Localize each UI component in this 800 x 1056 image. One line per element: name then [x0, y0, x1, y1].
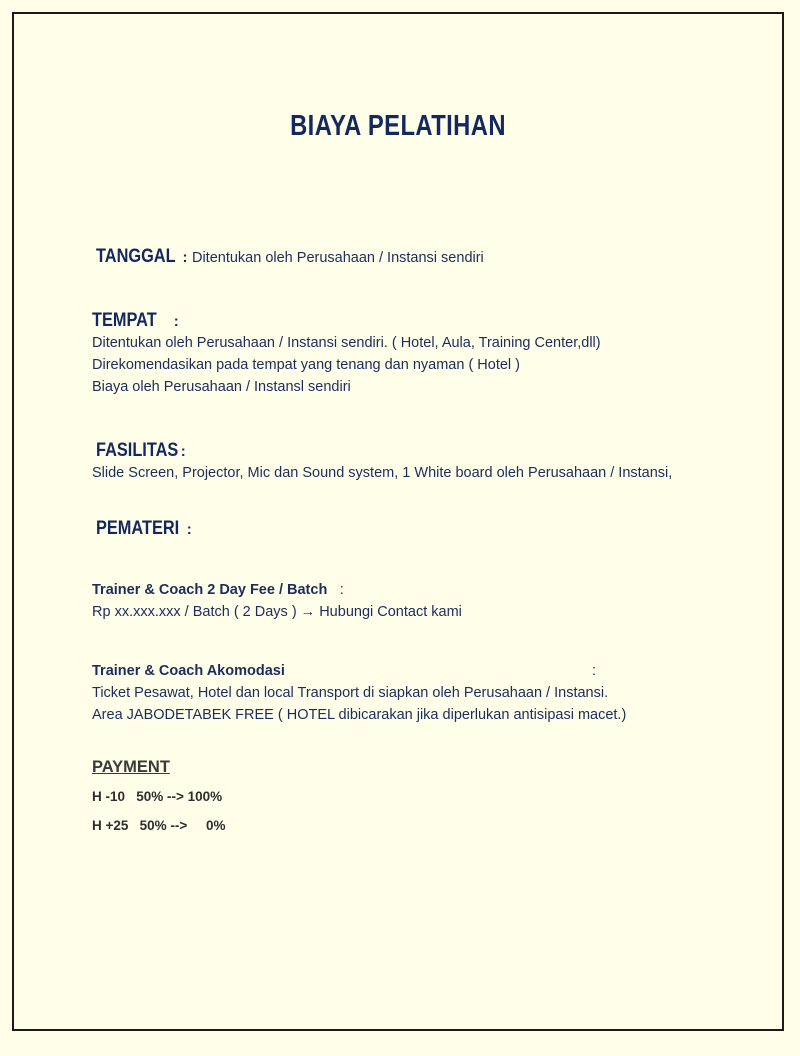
tempat-colon: :: [173, 313, 179, 330]
fasilitas-text: Slide Screen, Projector, Mic dan Sound system, 1 White board oleh Perusahaan / Instansi,: [92, 465, 673, 481]
akomodasi-section: [92, 660, 692, 726]
akomodasi-heading: Trainer & Coach Akomodasi: [92, 663, 285, 679]
payment-heading: PAYMENT: [92, 758, 170, 776]
tanggal-heading: TANGGAL: [96, 246, 176, 267]
fee-colon: :: [339, 582, 344, 598]
page-title: BIAYA PELATIHAN: [290, 110, 506, 142]
tanggal-text: Ditentukan oleh Perusahaan / Instansi sendiri: [191, 250, 484, 266]
tanggal-colon: :: [182, 249, 188, 266]
tempat-heading: TEMPAT: [92, 310, 157, 331]
fasilitas-heading: FASILITAS: [96, 440, 179, 461]
pemateri-colon: :: [186, 521, 192, 538]
tanggal-section: [96, 246, 484, 269]
tempat-line-3: Biaya oleh Perusahaan / Instansl sendiri: [92, 379, 351, 395]
fee-section: [92, 579, 462, 623]
payment-row-2: H +25 50% --> 0%: [92, 818, 226, 833]
document-page: [12, 12, 784, 1031]
tempat-line-1: Ditentukan oleh Perusahaan / Instansi sendiri. ( Hotel, Aula, Training Center,dll): [92, 335, 601, 351]
akomodasi-line-1: Ticket Pesawat, Hotel dan local Transport di siapkan oleh Perusahaan / Instansi.: [92, 685, 609, 701]
fee-heading: Trainer & Coach 2 Day Fee / Batch: [92, 582, 328, 598]
fasilitas-colon: :: [180, 443, 186, 460]
fasilitas-section: [92, 440, 672, 484]
akomodasi-line-2: Area JABODETABEK FREE ( HOTEL dibicarakan jika diperlukan antisipasi macet.): [92, 707, 627, 723]
pemateri-section: [96, 518, 193, 540]
akomodasi-colon: :: [592, 663, 597, 679]
tempat-line-2: Direkomendasikan pada tempat yang tenang dan nyaman ( Hotel ): [92, 357, 521, 373]
pemateri-heading: PEMATERI: [96, 518, 180, 539]
tempat-section: [92, 310, 601, 398]
fee-text: Rp xx.xxx.xxx / Batch ( 2 Days ) → Hubungi Contact kami: [92, 604, 462, 620]
payment-section: [92, 758, 226, 833]
payment-row-1: H -10 50% --> 100%: [92, 789, 223, 804]
